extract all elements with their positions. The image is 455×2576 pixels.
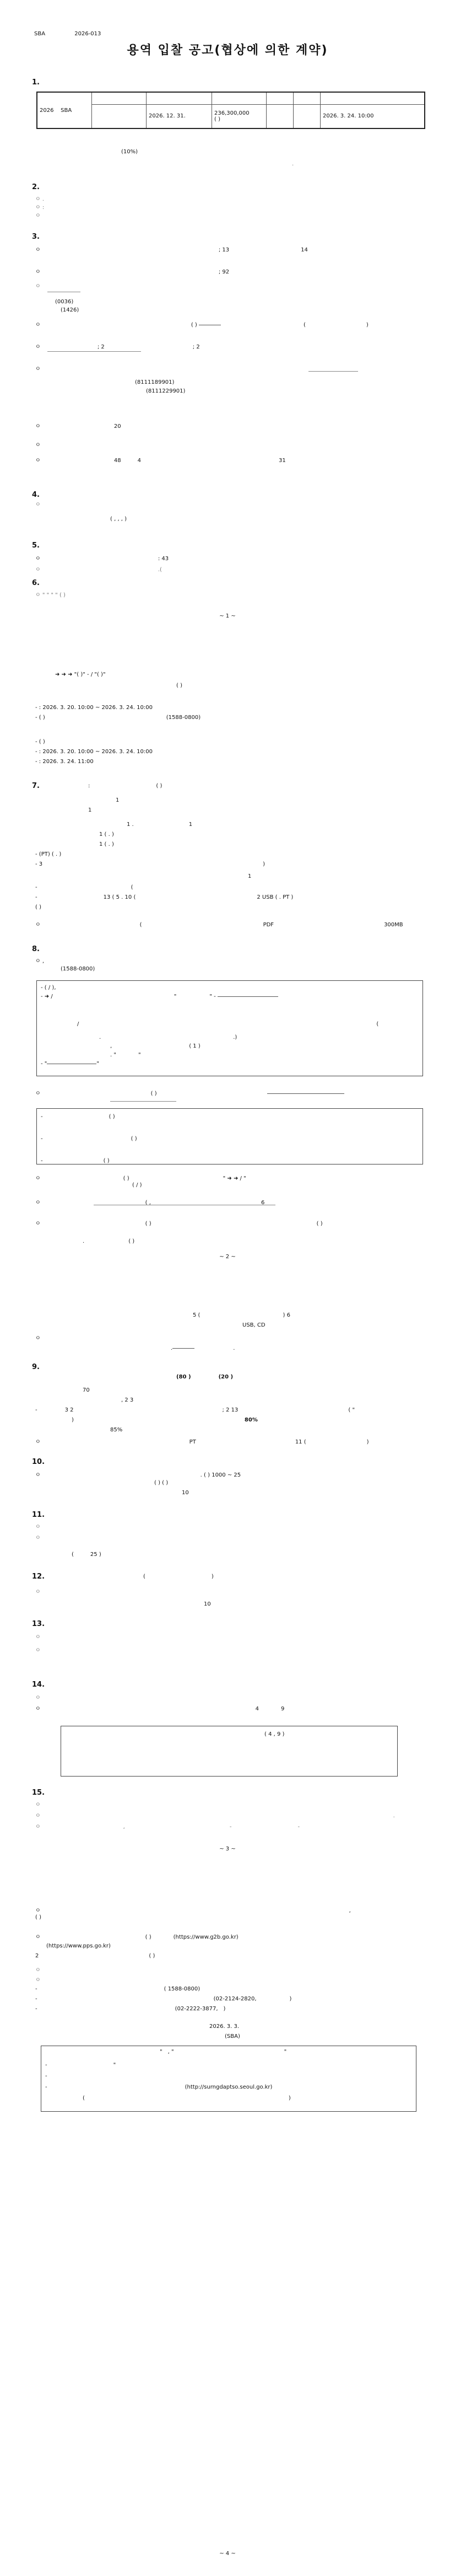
clause-line: ( / ): [132, 1182, 142, 1188]
table1-cell: [294, 104, 321, 128]
bullet-line: ㅇ: [35, 213, 41, 219]
section-9-heading: 9.: [32, 1363, 40, 1371]
ratio-text: (10%): [121, 149, 138, 155]
clause-line: ( ): [83, 2095, 291, 2101]
clause-line: ㅇ: [35, 1802, 41, 1808]
date-line: - ( ) (1588-0800): [35, 715, 201, 721]
clause-line: . ( ): [83, 1238, 135, 1244]
clause-line: ㅇ 4 9: [35, 1706, 285, 1712]
clause-line: ( ): [143, 1574, 214, 1580]
table1-cell: [92, 92, 147, 104]
clause-line: - ": [45, 2062, 116, 2068]
clause-line: ㅇ ( ) ( ): [35, 1221, 323, 1227]
page-number-3: ~ 3 ~: [219, 1846, 236, 1852]
clause-line: ( ) ( ): [154, 1480, 169, 1486]
page-title: 용역 입찰 공고(협상에 의한 계약): [127, 44, 328, 57]
table1-cell: [294, 92, 321, 104]
clause-line: - ( ): [41, 1158, 110, 1164]
num: 70: [83, 1387, 90, 1393]
phone-line: (1588-0800): [61, 966, 95, 972]
clause-line: ㅇ: [35, 1589, 41, 1595]
table1-cell: [147, 92, 212, 104]
date-line: - : 2026. 3. 20. 10:00 ~ 2026. 3. 24. 10:00: [35, 749, 153, 755]
clause-line: ( ): [35, 904, 41, 910]
clause-line: ( ): [35, 1914, 41, 1920]
clause-line: ( 25 ): [72, 1552, 101, 1558]
contract-summary-table: [36, 92, 425, 129]
clause-line: ( , , , ): [110, 516, 127, 522]
num: 1: [116, 797, 120, 803]
clause-line: - (02-2222-3877, ): [35, 2006, 226, 2012]
media-line: USB, CD: [242, 1322, 266, 1328]
section-2-heading: 2.: [32, 183, 40, 191]
clause-line: ㅇ: [35, 442, 41, 448]
clause-line: ㅇ .(: [35, 567, 162, 573]
section-15-heading: 15.: [32, 1789, 45, 1797]
clause-line: ㅇ ( ) ( ): [35, 322, 369, 328]
table1-period: 2026. 12. 31.: [147, 104, 212, 128]
clause-line: 1: [248, 873, 252, 879]
clause-line: 1 ( . ): [99, 841, 114, 847]
section-11-heading: 11.: [32, 1511, 45, 1519]
bullet-line: ㅇ :: [35, 205, 45, 211]
table1-cell: [267, 104, 294, 128]
clause-line: ㅇ ,: [35, 1908, 351, 1914]
clause-line: - (http://surngdaptso.seoul.go.kr): [45, 2084, 273, 2090]
issue-date: 2026. 3. 3.: [209, 2024, 240, 2030]
clause-line: ㅇ: [35, 366, 41, 372]
clause-line: ㅇ ; 2 ; 2: [35, 344, 200, 350]
code-4: (8111229901): [146, 388, 186, 394]
clause-line: ㅇ: [35, 283, 41, 289]
clause-line: ㅇ " " " " ( ): [35, 592, 66, 598]
clause-line: 1 ( . ): [99, 831, 114, 838]
clause-line: ㅇ : 43: [35, 556, 169, 562]
section-12-heading: 12.: [32, 1573, 45, 1581]
clause-line: ㅇ PT 11 ( ): [35, 1439, 369, 1445]
clause-line: - ( / ),: [41, 985, 56, 991]
clause-line: ㅇ . ( ) 1000 ~ 25: [35, 1472, 241, 1478]
clause-line: ㅇ: [35, 1967, 41, 1973]
url-line: (https://www.pps.go.kr): [46, 1943, 111, 1949]
clause-line: " , " ": [160, 2049, 287, 2055]
table1-cell: [92, 104, 147, 128]
page-number-2: ~ 2 ~: [219, 1254, 236, 1260]
clause-line: ㅇ ,: [35, 958, 45, 964]
clause-line: ㅇ ( ): [35, 1088, 344, 1097]
bullet-line: ㅇ .: [35, 196, 45, 202]
clause-line: ㅇ: [35, 1647, 41, 1654]
clause-line: ㅇ: [35, 1524, 41, 1530]
section-7-heading: 7.: [32, 782, 40, 790]
clause-line: - ➜ / " " -: [41, 994, 278, 1000]
table1-cell: [267, 92, 294, 104]
section-14-heading: 14.: [32, 1681, 45, 1689]
clause-line: ㅇ ( PDF 300MB: [35, 922, 403, 928]
clause-line: ㅇ 48 4 31: [35, 458, 286, 464]
clause-line: ㅇ ; 13 14: [35, 247, 308, 253]
section-1-heading: 1.: [32, 78, 40, 87]
clause-line: ) 80%: [72, 1417, 258, 1423]
clause-line: ㅇ 20: [35, 423, 121, 430]
section-13-heading: 13.: [32, 1620, 45, 1628]
issue-org: (SBA): [225, 2033, 240, 2040]
page-number-4: ~ 4 ~: [219, 2551, 236, 2557]
notice-box-3: [61, 1726, 398, 1777]
clause-line: 1 . 1: [127, 822, 193, 828]
underline-mark: [308, 371, 358, 372]
table1-cell: [212, 92, 267, 104]
clause-line: ㅇ: [35, 1977, 41, 1983]
section-6-heading: 6.: [32, 579, 40, 587]
clause-line: ㅇ: [35, 1695, 41, 1701]
header-org: SBA: [34, 31, 46, 37]
clause-line: - (: [35, 884, 133, 890]
clause-line: - (02-2124-2820, ): [35, 1996, 292, 2002]
code-1: (0036): [55, 299, 74, 305]
table1-year-org: 2026 SBA: [37, 92, 92, 128]
clause-line: ( ): [176, 683, 182, 689]
num: 10: [182, 1490, 189, 1496]
section-5-heading: 5.: [32, 541, 40, 550]
clause-line: 2 ( ): [35, 1953, 155, 1959]
table1-amount: 236,300,000 ( ): [212, 104, 267, 128]
page-number-1: ~ 1 ~: [219, 613, 236, 619]
dot-mark: .: [292, 161, 294, 167]
clause-line: ㅇ ( ) " ➜ ➜ / ": [35, 1176, 246, 1182]
num: 10: [204, 1601, 211, 1607]
clause-line: - 13 ( 5 . 10 ( 2 USB ( . PT ): [35, 894, 294, 900]
clause-line: -: [45, 2073, 47, 2079]
clause-line: , 2 3: [121, 1397, 134, 1403]
clause-line: - 3 ): [35, 861, 266, 867]
flow-arrows: ➜ ➜ ➜ "( )" - / "( )": [55, 672, 106, 678]
box-text: ( 4 , 9 ): [264, 1731, 285, 1737]
clause-line: - (PT) ( . ): [35, 851, 62, 857]
clause-line: ㅇ: [35, 1535, 41, 1541]
clause-line: ㅇ: [35, 1634, 41, 1640]
clause-line: - ( ): [41, 1114, 115, 1120]
num: 1: [88, 807, 92, 813]
table1-deadline: 2026. 3. 24. 10:00: [321, 104, 425, 128]
clause-line: - ( 1588-0800): [35, 1986, 201, 1992]
clause-line: : ( ): [88, 783, 162, 789]
clause-line: . .: [171, 1345, 235, 1351]
clause-line: - " ": [41, 1061, 99, 1067]
clause-line: ㅇ ( , 6: [35, 1200, 265, 1206]
underline-mark: [47, 351, 141, 352]
underline-mark: [110, 1101, 176, 1102]
table1-cell: [321, 92, 425, 104]
section-3-heading: 3.: [32, 233, 40, 241]
section-8-heading: 8.: [32, 945, 40, 953]
clause-line: . .): [99, 1034, 237, 1040]
code-2: (1426): [61, 307, 79, 313]
clause-line: / (: [77, 1021, 379, 1027]
clause-line: 5 ( ) 6: [193, 1312, 290, 1318]
clause-line: ㅇ: [35, 502, 41, 508]
clause-line: , ( 1 ): [110, 1043, 201, 1049]
clause-line: . " ": [110, 1052, 141, 1058]
section-4-heading: 4.: [32, 491, 40, 499]
clause-line: - ( ): [41, 1136, 137, 1142]
clause-line: ㅇ ( ) (https://www.g2b.go.kr): [35, 1934, 239, 1940]
document-header: [34, 31, 128, 37]
date-line: - : 2026. 3. 24. 11:00: [35, 759, 94, 765]
clause-line: ㅇ .: [35, 1813, 395, 1819]
score-line: (80 ) (20 ): [176, 1374, 234, 1380]
code-3: (8111189901): [135, 379, 175, 385]
underline-mark: [94, 1204, 275, 1205]
clause-line: - ( ): [35, 739, 45, 745]
clause-line: ㅇ: [35, 1335, 41, 1341]
notice-box-4: [41, 2046, 416, 2112]
date-line: - : 2026. 3. 20. 10:00 ~ 2026. 3. 24. 10:00: [35, 705, 153, 711]
clause-line: ㅇ ; 92: [35, 269, 230, 275]
clause-line: - 3 2 ; 2 13 ( ": [35, 1407, 355, 1413]
pct-line: 85%: [110, 1427, 123, 1433]
clause-line: ㅇ , - -: [35, 1824, 300, 1830]
section-10-heading: 10.: [32, 1458, 45, 1466]
header-doc-no: 2026-013: [74, 31, 101, 37]
underline-mark: [47, 291, 80, 292]
